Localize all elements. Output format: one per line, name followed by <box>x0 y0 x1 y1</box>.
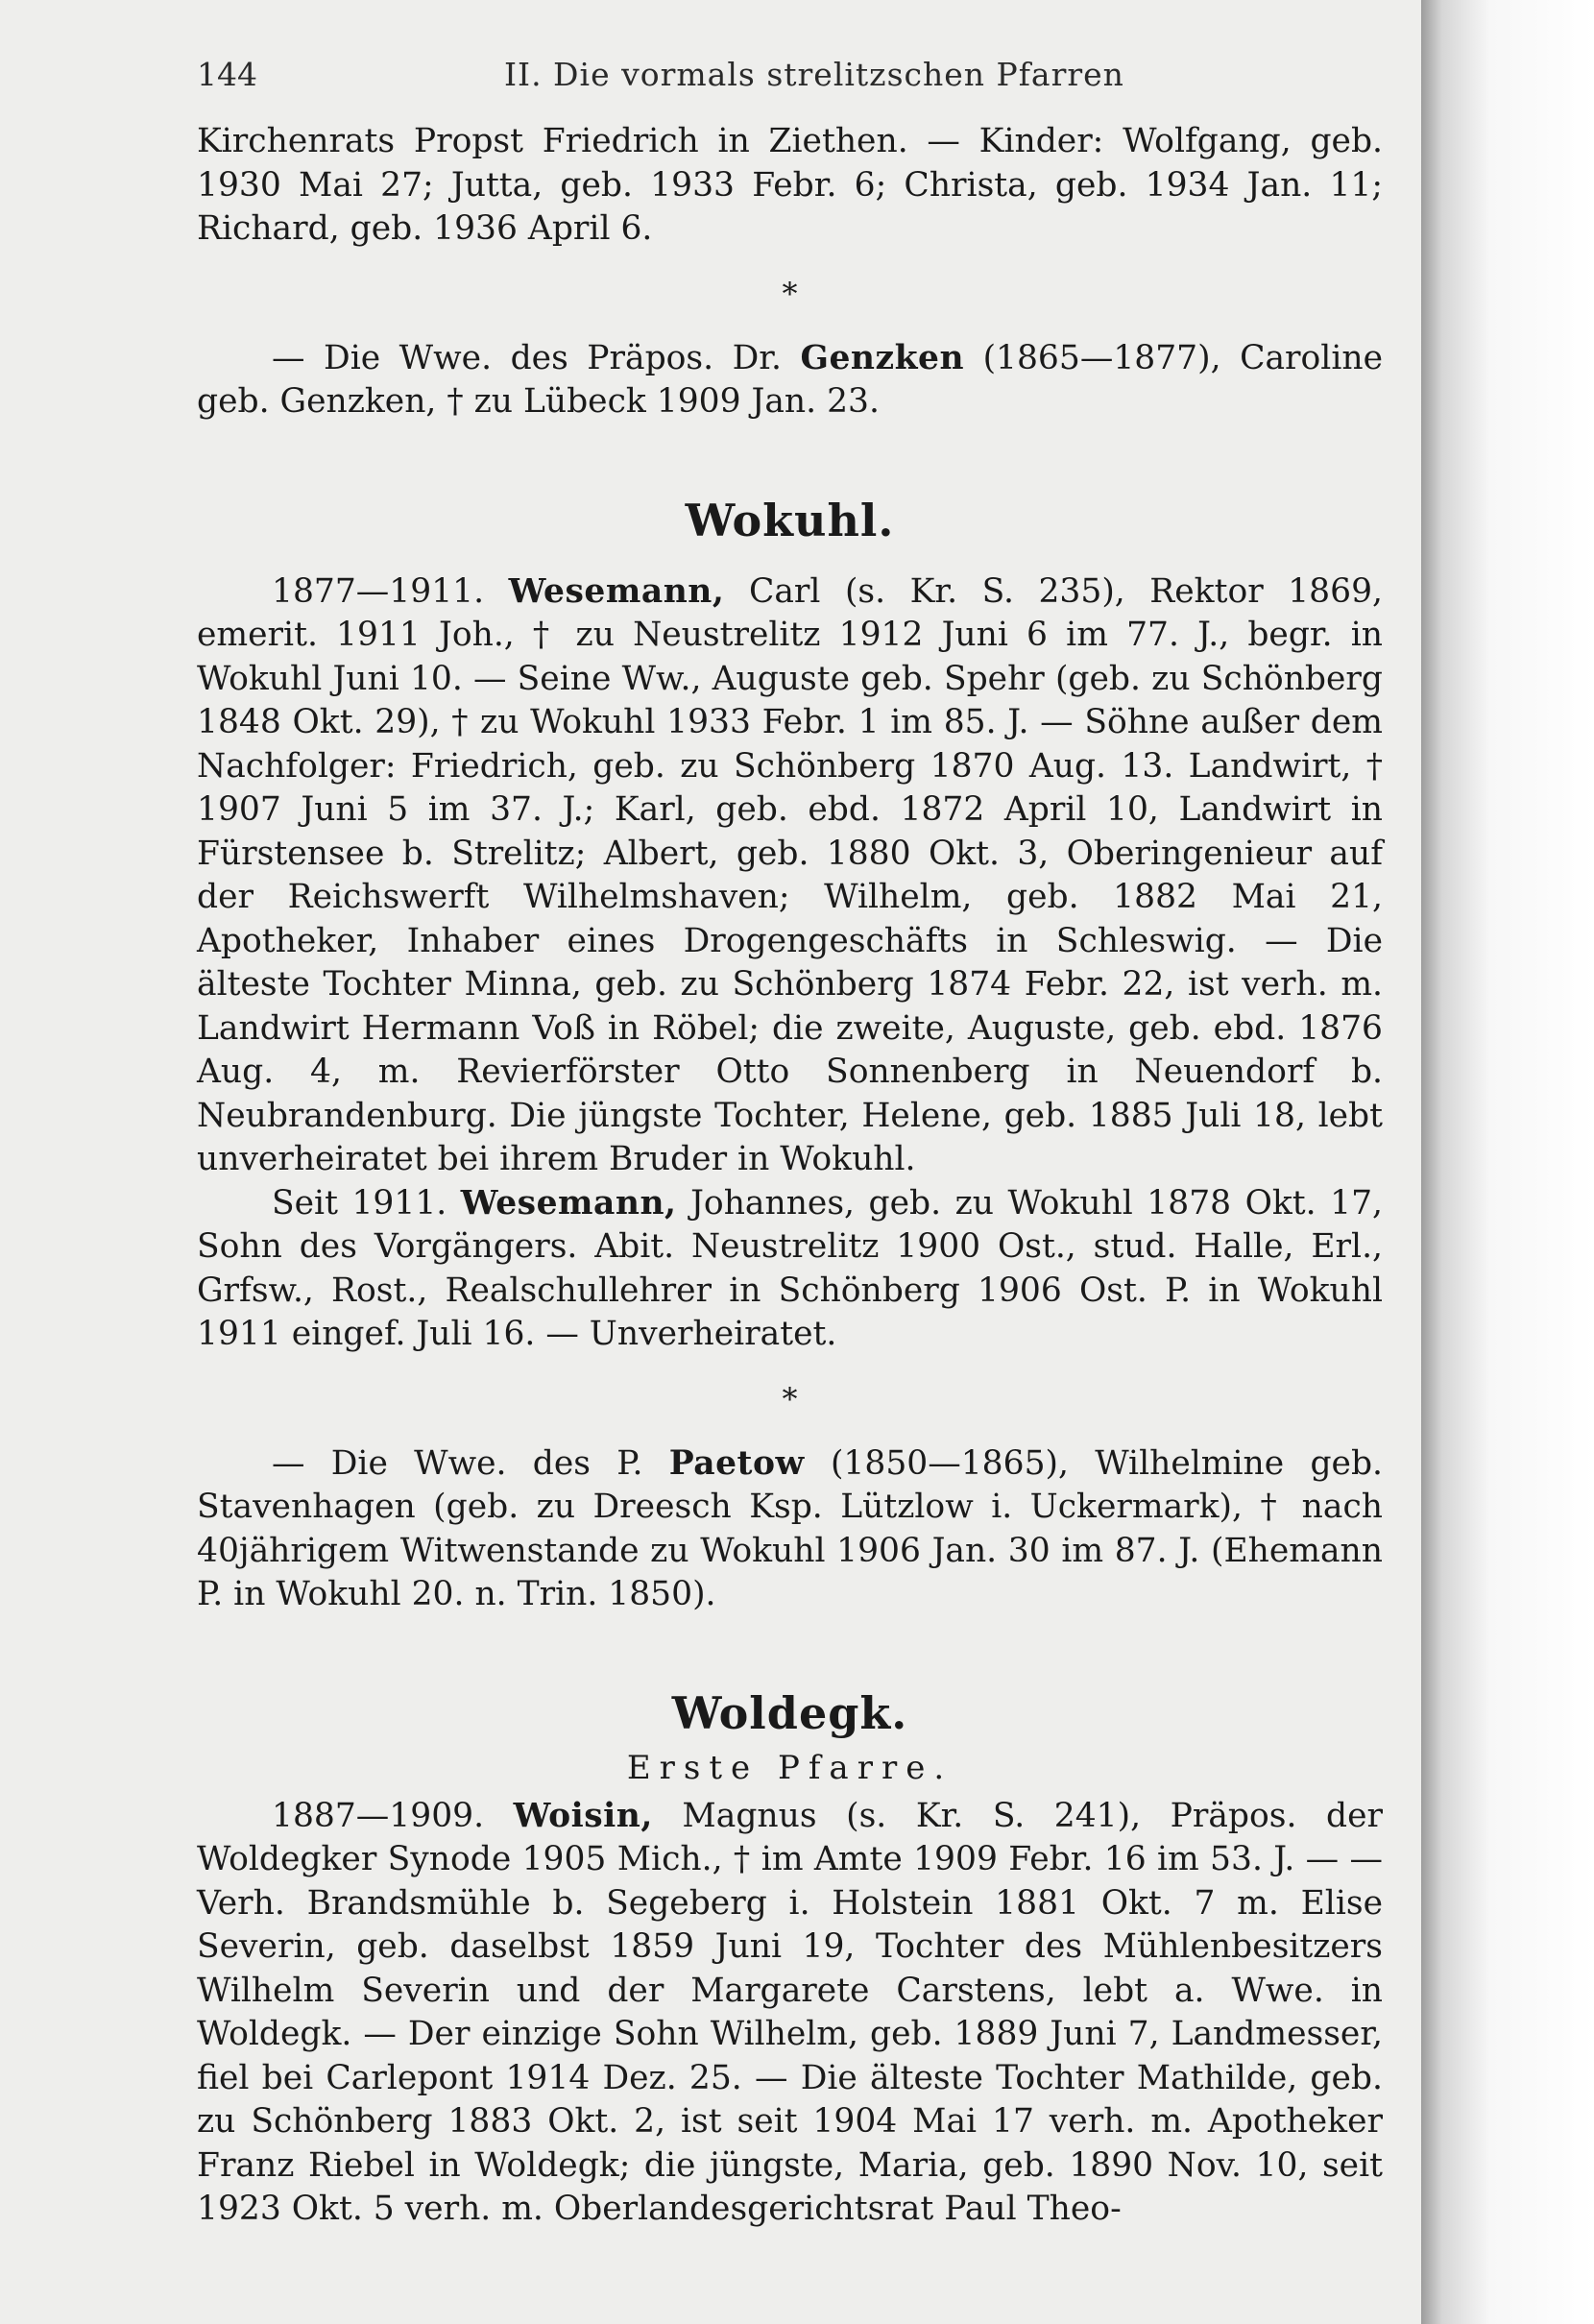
subsection-title-erste-pfarre: Erste Pfarre. <box>626 1748 954 1787</box>
widow-genzken-paragraph <box>197 337 1383 424</box>
entry-text: Carl (s. Kr. S. 235), Rektor 1869, emerit. 1911 Joh., † zu Neustrelitz 1912 Juni 6 im 77. J., begr. in Wokuhl Juni 10. — Seine Ww., Auguste geb. Spehr (geb. zu Schönberg 1848 Okt. 29), † zu Wokuhl 1933 Febr. 1 im 85. J. — Söhne außer dem Nachfolger: Friedrich, geb. zu Schönberg 1870 Aug. 13. Landwirt, † 1907 Juni 5 im 37. J.; Karl, geb. ebd. 1872 April 10, Landwirt in Fürstensee b. Strelitz; Albert, geb. 1880 Okt. 3, Oberingenieur auf der Reichswerft Wilhelmshaven; Wilhelm, geb. 1882 Mai 21, Apotheker, Inhaber eines Drogengeschäfts in Schleswig. — Die älteste Tochter Minna, geb. zu Schönberg 1874 Febr. 22, ist verh. m. Landwirt Hermann Voß in Röbel; die zweite, Auguste, geb. ebd. 1876 Aug. 4, m. Revierförster Otto Sonnenberg in Neuendorf b. Neubrandenburg. Die jüngste Tochter, Helene, geb. 1885 Juli 18, lebt unverheiratet bei ihrem Bruder in Wokuhl. <box>197 571 1383 1178</box>
entry-text: Magnus (s. Kr. S. 241), Präpos. der Woldegker Synode 1905 Mich., † im Amte 1909 Febr. 16 im 53. J. — — Verh. Brandsmühle b. Segeberg i. Holstein 1881 Okt. 7 m. Elise Severin, geb. daselbst 1859 Juni 19, Tochter des Mühlenbesitzers Wilhelm Severin und der Margarete Carstens, lebt a. Wwe. in Woldegk. — Der einzige Sohn Wilhelm, geb. 1889 Juni 7, Landmesser, fiel bei Carlepont 1914 Dez. 25. — Die älteste Tochter Mathilde, geb. zu Schönberg 1883 Okt. 2, ist seit 1904 Mai 17 verh. m. Apotheker Franz Riebel in Woldegk; die jüngste, Maria, geb. 1890 Nov. 10, seit 1923 Okt. 5 verh. m. Oberlandesgerichtsrat Paul Theo- <box>197 1796 1384 2228</box>
person-name-paetow: Paetow <box>668 1443 805 1483</box>
woldegk-entry-1 <box>197 1795 1383 2232</box>
person-name-woisin: Woisin, <box>513 1796 653 1835</box>
section-divider-star: * <box>782 275 798 312</box>
page-number: 144 <box>197 56 257 93</box>
text-block <box>197 53 1383 2300</box>
section-title-wokuhl: Wokuhl. <box>685 494 895 546</box>
entry-dates: 1877—1911. <box>272 571 485 611</box>
widow-paetow-paragraph <box>197 1442 1383 1617</box>
entry-dates: Seit 1911. <box>272 1183 447 1223</box>
wokuhl-entry-1 <box>197 570 1383 1182</box>
widow-paetow-text: (1850—1865), Wilhelmine geb. Stavenhagen (geb. zu Dreesch Ksp. Lützlow i. Uckermark), † nach 40jährigem Witwenstande zu Wokuhl 1906 Jan. 30 im 87. J. (Ehemann P. in Wokuhl 20. n. Trin. 1850). <box>197 1443 1383 1613</box>
section-title-woldegk: Woldegk. <box>671 1686 908 1739</box>
person-name-genzken: Genzken <box>800 338 965 377</box>
person-name-wesemann-carl: Wesemann, <box>508 571 725 611</box>
widow-paetow-prefix: — Die Wwe. des P. <box>272 1443 643 1483</box>
page-edge-shadow <box>1421 0 1594 2324</box>
widow-genzken-text: (1865—1877), Caroline geb. Genzken, † zu Lübeck 1909 Jan. 23. <box>197 338 1384 421</box>
page-header <box>197 53 1383 120</box>
entry-dates: 1887—1909. <box>272 1796 485 1835</box>
wokuhl-entry-2 <box>197 1182 1383 1357</box>
intro-paragraph: Kirchenrats Propst Friedrich in Ziethen. — Kinder: Wolfgang, geb. 1930 Mai 27; Jutta, geb. 1933 Febr. 6; Christa, geb. 1934 Jan. 11; Richard, geb. 1936 April 6. <box>197 122 1383 248</box>
widow-genzken-prefix: — Die Wwe. des Präpos. Dr. <box>272 338 782 377</box>
running-title: II. Die vormals strelitzschen Pfarren <box>504 56 1124 93</box>
entry-text: Johannes, geb. zu Wokuhl 1878 Okt. 17, Sohn des Vorgängers. Abit. Neustrelitz 1900 Ost., stud. Halle, Erl., Grfsw., Rost., Realschullehrer in Schönberg 1906 Ost. P. in Wokuhl 1911 eingef. Juli 16. — Unverheiratet. <box>197 1183 1384 1353</box>
person-name-wesemann-johannes: Wesemann, <box>460 1183 677 1223</box>
section-divider-star: * <box>782 1380 798 1417</box>
